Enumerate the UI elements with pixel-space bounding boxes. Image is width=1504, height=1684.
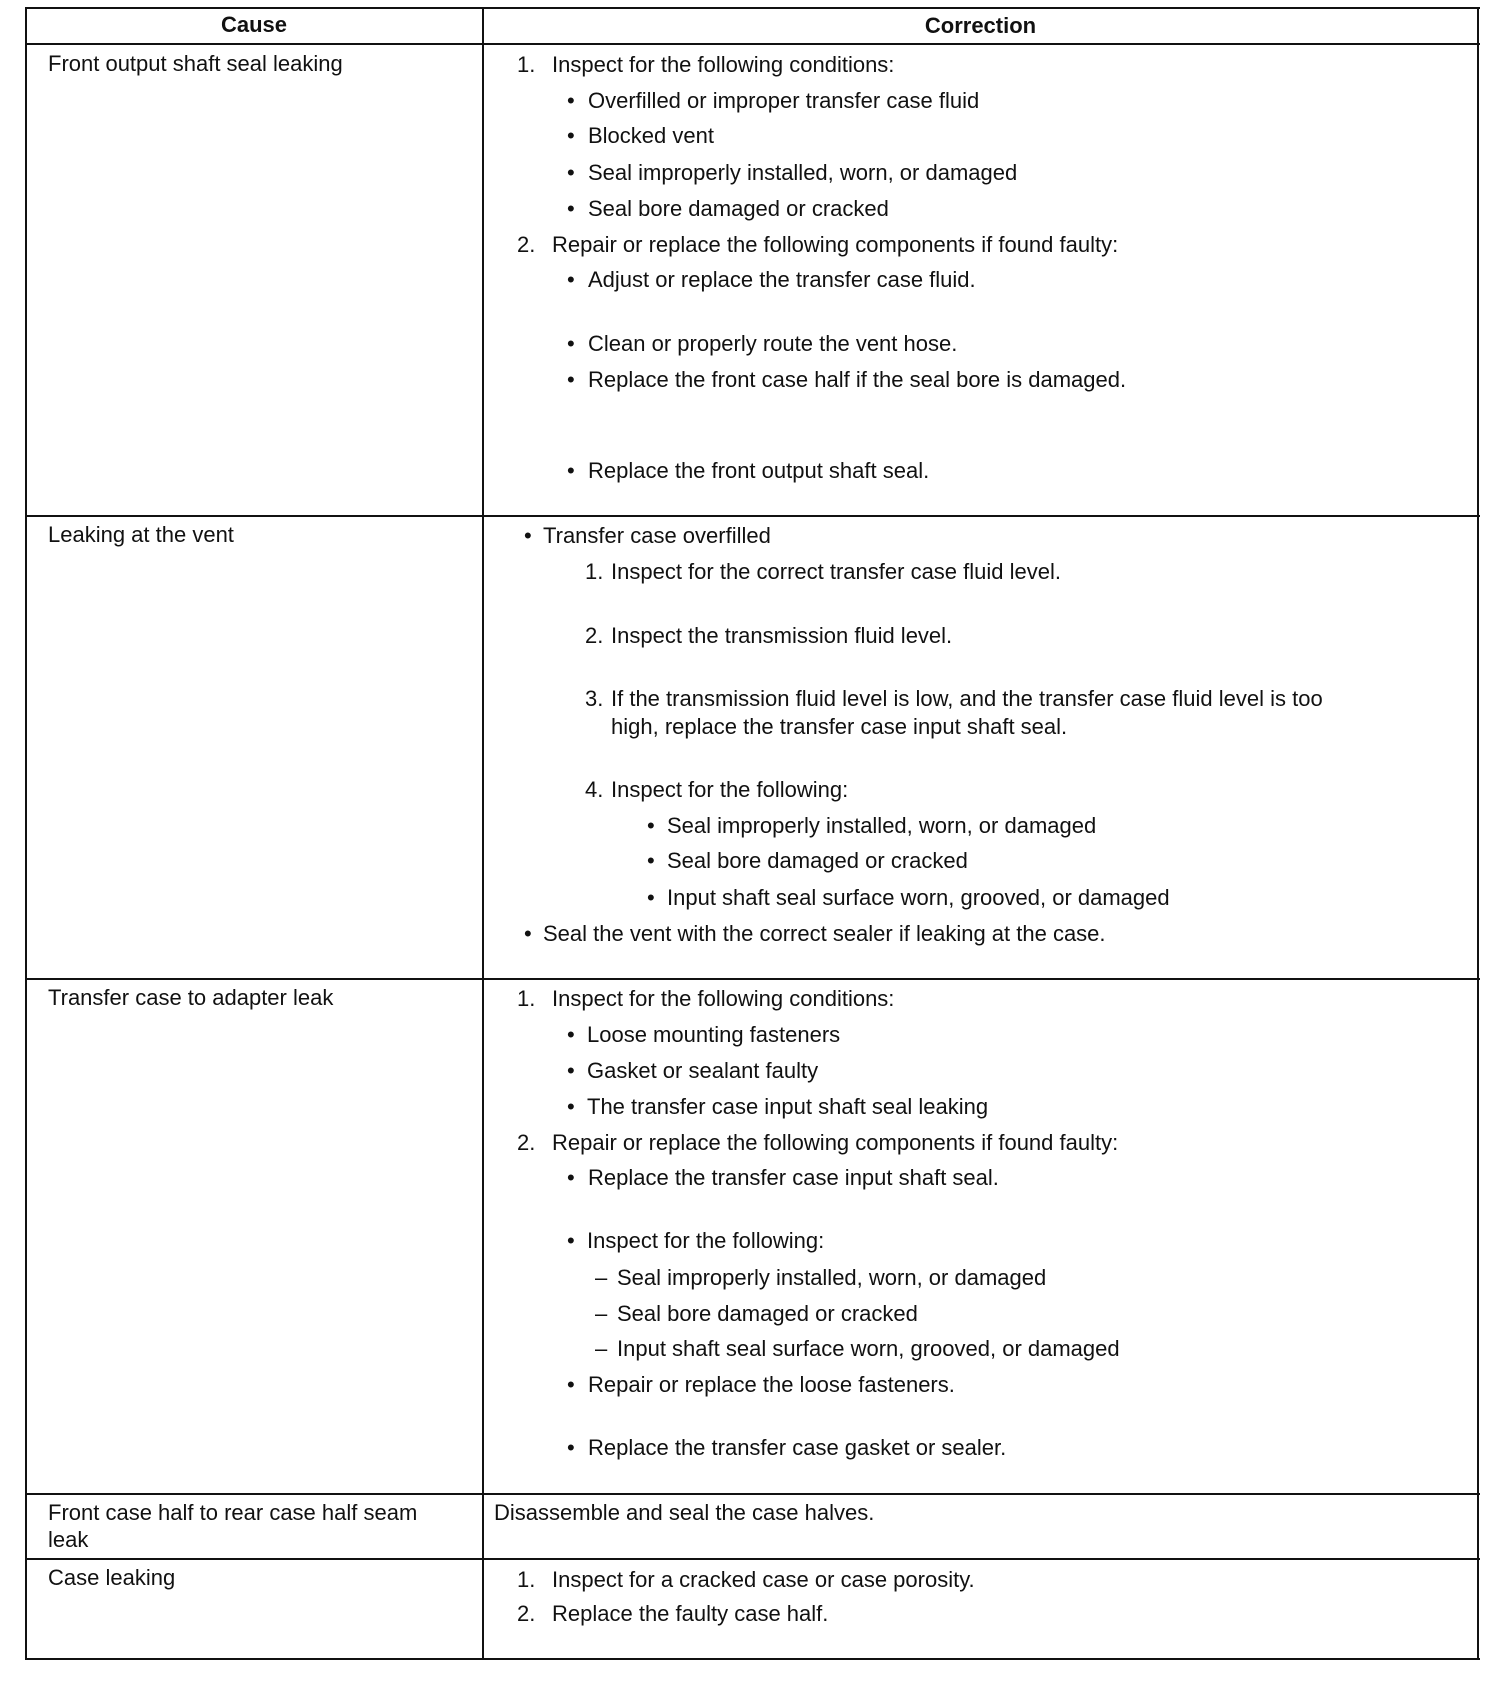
correction-line: Loose mounting fasteners bbox=[587, 1022, 841, 1047]
header-cause: Cause bbox=[220, 12, 288, 37]
list-marker: • bbox=[567, 88, 575, 113]
list-marker: 2. bbox=[517, 232, 536, 257]
correction-line: Replace the front case half if the seal bore is damaged. bbox=[588, 367, 1127, 392]
correction-line: Seal improperly installed, worn, or damaged bbox=[667, 813, 1097, 838]
list-marker: 2. bbox=[585, 623, 604, 648]
row-divider bbox=[26, 515, 1480, 517]
correction-line: Replace the transfer case input shaft seal. bbox=[588, 1165, 999, 1190]
correction-line: high, replace the transfer case input shaft seal. bbox=[611, 714, 1068, 739]
list-marker: • bbox=[567, 1372, 575, 1397]
table-border-right bbox=[1477, 7, 1479, 1660]
header-divider bbox=[26, 43, 1480, 45]
list-marker: • bbox=[567, 1228, 575, 1253]
correction-line: Seal bore damaged or cracked bbox=[588, 196, 889, 221]
list-marker: 3. bbox=[585, 686, 604, 711]
correction-line: Adjust or replace the transfer case fluid. bbox=[588, 267, 976, 292]
correction-line: Inspect for the following: bbox=[587, 1228, 825, 1253]
correction-line: Seal bore damaged or cracked bbox=[617, 1301, 918, 1326]
list-marker: • bbox=[567, 123, 575, 148]
correction-line: Repair or replace the loose fasteners. bbox=[588, 1372, 955, 1397]
row-divider bbox=[26, 978, 1480, 980]
correction-line: Replace the faulty case half. bbox=[552, 1601, 829, 1626]
list-marker: – bbox=[595, 1301, 608, 1326]
list-marker: • bbox=[567, 196, 575, 221]
table-border-left bbox=[25, 7, 27, 1660]
correction-line: Seal improperly installed, worn, or damaged bbox=[617, 1265, 1047, 1290]
list-marker: • bbox=[524, 523, 532, 548]
correction-line: Overfilled or improper transfer case fluid bbox=[588, 88, 980, 113]
cause-cell: Front output shaft seal leaking bbox=[48, 51, 343, 76]
cause-cell: Leaking at the vent bbox=[48, 522, 234, 547]
list-marker: 1. bbox=[517, 52, 536, 77]
list-marker: • bbox=[524, 921, 532, 946]
column-divider bbox=[482, 7, 484, 1660]
list-marker: • bbox=[647, 813, 655, 838]
row-divider bbox=[26, 1558, 1480, 1560]
list-marker: 1. bbox=[585, 559, 604, 584]
correction-line: Repair or replace the following components if found faulty: bbox=[552, 232, 1119, 257]
correction-line: Replace the front output shaft seal. bbox=[588, 458, 930, 483]
cause-cell: Front case half to rear case half seam leak bbox=[48, 1500, 418, 1552]
list-marker: • bbox=[567, 458, 575, 483]
table-border-top bbox=[26, 7, 1480, 9]
list-marker: • bbox=[647, 848, 655, 873]
list-marker: • bbox=[567, 1094, 575, 1119]
correction-line: The transfer case input shaft seal leaking bbox=[587, 1094, 989, 1119]
correction-line: Seal the vent with the correct sealer if leaking at the case. bbox=[543, 921, 1106, 946]
list-marker: • bbox=[567, 1058, 575, 1083]
header-correction: Correction bbox=[924, 13, 1037, 38]
correction-line: Blocked vent bbox=[588, 123, 714, 148]
correction-line: Gasket or sealant faulty bbox=[587, 1058, 819, 1083]
cause-cell: Case leaking bbox=[48, 1565, 176, 1590]
correction-line: Inspect for the following: bbox=[611, 777, 849, 802]
list-marker: • bbox=[647, 885, 655, 910]
list-marker: – bbox=[595, 1265, 608, 1290]
correction-line: Seal bore damaged or cracked bbox=[667, 848, 968, 873]
correction-line: Seal improperly installed, worn, or damaged bbox=[588, 160, 1018, 185]
list-marker: – bbox=[595, 1336, 608, 1361]
correction-line: Transfer case overfilled bbox=[543, 523, 771, 548]
list-marker: 1. bbox=[517, 1567, 536, 1592]
correction-line: Clean or properly route the vent hose. bbox=[588, 331, 958, 356]
correction-line: Inspect for a cracked case or case porosity. bbox=[552, 1567, 975, 1592]
correction-line: Inspect for the correct transfer case fluid level. bbox=[611, 559, 1061, 584]
list-marker: 2. bbox=[517, 1130, 536, 1155]
correction-line: Disassemble and seal the case halves. bbox=[494, 1500, 875, 1525]
list-marker: • bbox=[567, 367, 575, 392]
list-marker: • bbox=[567, 1165, 575, 1190]
list-marker: • bbox=[567, 160, 575, 185]
list-marker: 4. bbox=[585, 777, 604, 802]
correction-line: Inspect the transmission fluid level. bbox=[611, 623, 953, 648]
correction-line: Inspect for the following conditions: bbox=[552, 52, 895, 77]
list-marker: 1. bbox=[517, 986, 536, 1011]
row-divider bbox=[26, 1493, 1480, 1495]
correction-line: Replace the transfer case gasket or sealer. bbox=[588, 1435, 1007, 1460]
table-border-bottom bbox=[26, 1658, 1480, 1660]
list-marker: • bbox=[567, 1435, 575, 1460]
list-marker: • bbox=[567, 331, 575, 356]
list-marker: 2. bbox=[517, 1601, 536, 1626]
correction-line: Input shaft seal surface worn, grooved, or damaged bbox=[617, 1336, 1120, 1361]
list-marker: • bbox=[567, 1022, 575, 1047]
correction-line: Inspect for the following conditions: bbox=[552, 986, 895, 1011]
correction-line: Repair or replace the following components if found faulty: bbox=[552, 1130, 1119, 1155]
correction-line: If the transmission fluid level is low, and the transfer case fluid level is too bbox=[611, 686, 1323, 711]
list-marker: • bbox=[567, 267, 575, 292]
cause-cell: Transfer case to adapter leak bbox=[48, 985, 334, 1010]
correction-line: Input shaft seal surface worn, grooved, or damaged bbox=[667, 885, 1170, 910]
